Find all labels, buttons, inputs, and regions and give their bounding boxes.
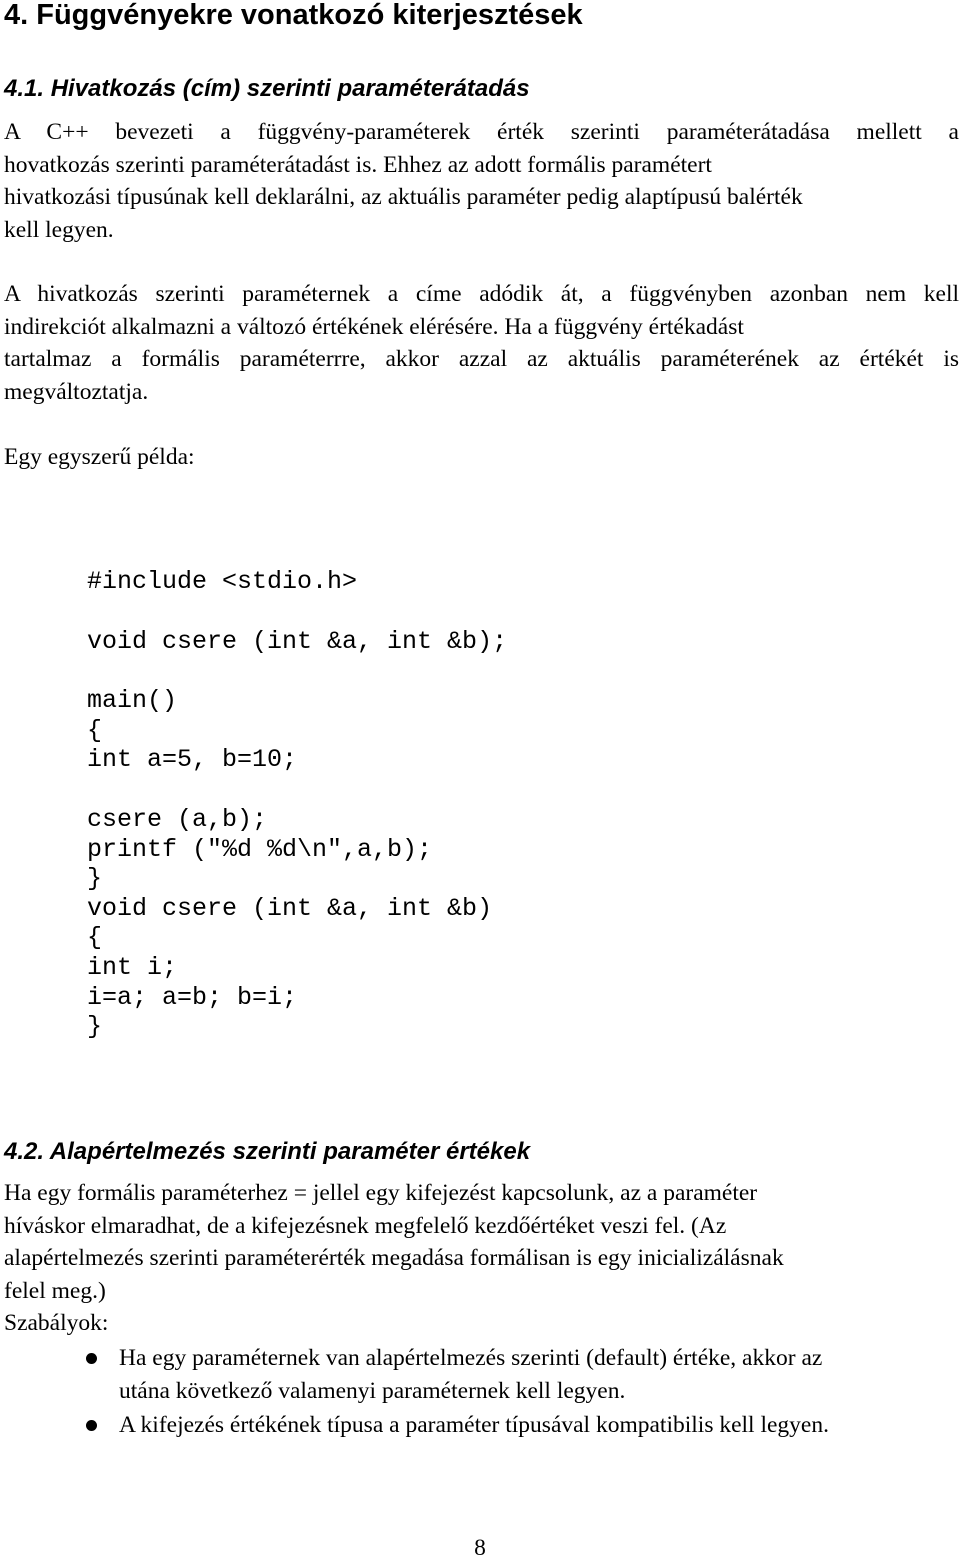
paragraph-line: indirekciót alkalmazni a változó értékének elérésére. Ha a függvény értékadást — [4, 313, 744, 340]
code-line: main() — [87, 686, 178, 715]
section-heading-4-1: 4.1. Hivatkozás (cím) szerinti paraméterátadás — [4, 75, 530, 102]
paragraph-address-passing — [4, 278, 959, 408]
paragraph-line: hovatkozás szerinti paraméterátadást is. Ehhez az adott formális paramétert — [4, 151, 712, 178]
rules-list — [0, 1342, 960, 1442]
list-item-line: A kifejezés értékének típusa a paraméter típusával kompatibilis kell legyen. — [119, 1412, 829, 1438]
page-number: 8 — [474, 1535, 486, 1561]
paragraph-default-params — [4, 1177, 959, 1340]
code-line: int i; — [87, 952, 178, 982]
paragraph-line: hivatkozási típusúnak kell deklarálni, az aktuális paraméter pedig alaptípusú balérték — [4, 184, 803, 210]
section-heading-4-2: 4.2. Alapértelmezés szerinti paraméter értékek — [4, 1138, 531, 1165]
example-intro-text: Egy egyszerű példa: — [4, 444, 195, 470]
paragraph-line: A C++ bevezeti a függvény-paraméterek érték szerinti paraméterátadása mellett a — [4, 119, 959, 145]
code-line: i=a; a=b; b=i; — [87, 982, 298, 1012]
paragraph-line: kell legyen. — [4, 216, 114, 243]
code-include: #include <stdio.h> — [87, 567, 358, 596]
paragraph-line: A hivatkozás szerinti paraméternek a címe adódik át, a függvényben azonban nem kell — [4, 281, 959, 307]
code-line: csere (a,b); — [87, 805, 268, 834]
list-item — [0, 1409, 960, 1442]
list-item-line: utána következő valamenyi paraméternek kell legyen. — [119, 1377, 626, 1404]
paragraph-line: felel meg.) — [4, 1277, 106, 1304]
list-item-line: Ha egy paraméternek van alapértelmezés szerinti (default) értéke, akkor az — [119, 1345, 823, 1371]
code-line: { — [87, 923, 103, 953]
bullet-icon — [86, 1353, 97, 1364]
code-prototype: void csere (int &a, int &b); — [87, 627, 508, 656]
paragraph-line: tartalmaz a formális paraméterrre, akkor azzal az aktuális paraméterének az értékét is — [4, 346, 959, 372]
bullet-icon — [86, 1420, 97, 1431]
rules-label: Szabályok: — [4, 1310, 109, 1336]
code-line: int a=5, b=10; — [87, 745, 298, 775]
paragraph-reference-passing — [4, 116, 959, 246]
paragraph-line: alapértelmezés szerinti paraméterérték megadása formálisan is egy inicializálásnak — [4, 1245, 784, 1271]
paragraph-line: híváskor elmaradhat, de a kifejezésnek megfelelő kezdőértéket veszi fel. (Az — [4, 1212, 727, 1239]
code-line: { — [87, 715, 103, 745]
code-main-block — [87, 686, 297, 775]
code-line: } — [87, 864, 103, 894]
code-line: printf ("%d %d\n",a,b); — [87, 834, 433, 864]
list-item — [0, 1342, 960, 1407]
paragraph-line: megváltoztatja. — [4, 378, 149, 405]
code-body-block — [87, 805, 492, 1042]
code-line: } — [87, 1012, 103, 1042]
code-line: void csere (int &a, int &b) — [87, 893, 493, 923]
chapter-heading: 4. Függvényekre vonatkozó kiterjesztések — [4, 0, 583, 31]
example-intro — [4, 441, 959, 474]
paragraph-line: Ha egy formális paraméterhez = jellel egy kifejezést kapcsolunk, az a paraméter — [4, 1180, 758, 1206]
